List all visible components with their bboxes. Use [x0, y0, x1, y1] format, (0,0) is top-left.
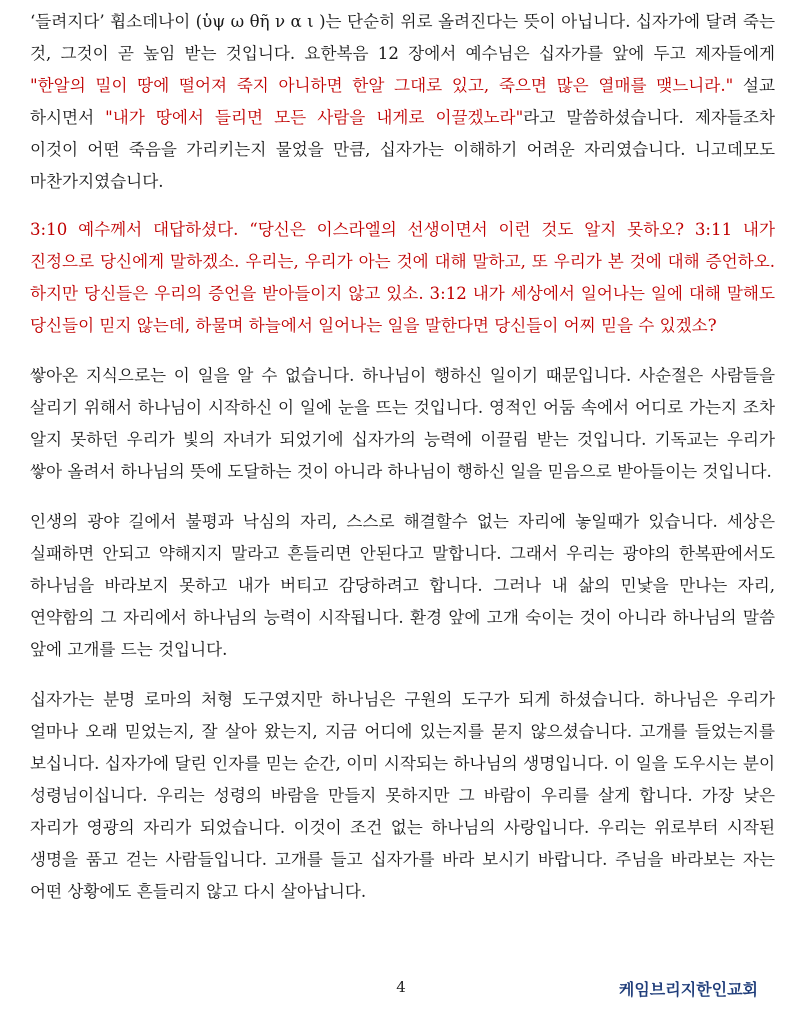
paragraph-1-end: 라고 말씀하셨습니다. 제자들조차 이것이 어떤 죽음을 가리키는지 물었을 만큼, 십자가는 이해하기 어려운 자리였습니다. 니고데모도 마찬가지였습니다.: [30, 108, 775, 191]
church-name: 케임브리지한인교회: [618, 980, 758, 999]
document-body: [30, 6, 775, 908]
paragraph-5: 십자가는 분명 로마의 처형 도구였지만 하나님은 구원의 도구가 되게 하셨습니다. 하나님은 우리가 얼마나 오래 믿었는지, 잘 살아 왔는지, 지금 어디에 있는지를 묻지 않으셨습니다. 고개를 들었는지를 보십니다. 십자가에 달린 인자를 믿는 순간, 이미 시작되는 하나님의 생명입니다. 이 일을 도우시는 분이 성령님이십니다. 우리는 성령의 바람을 만들지 못하지만 그 바람이 우리를 살게 합니다. 가장 낮은 자리가 영광의 자리가 되었습니다. 이것이 조건 없는 하나님의 사랑입니다. 우리는 위로부터 시작된 생명을 품고 걷는 사람들입니다. 고개를 들고 십자가를 바라 보시기 바랍니다. 주님을 바라보는 자는 어떤 상황에도 흔들리지 않고 다시 살아납니다.: [30, 690, 775, 901]
paragraph-1-intro: ‘들려지다’ 휩소데나이 (ὑψ ω θῆ ν α ι )는 단순히 위로 올려진다는 뜻이 아닙니다. 십자가에 달려 죽는 것, 그것이 곧 높임 받는 것입니다. 요한복음 12 장에서 예수님은 십자가를 앞에 두고 제자들에게: [30, 12, 775, 63]
paragraph-3: 쌓아온 지식으로는 이 일을 알 수 없습니다. 하나님이 행하신 일이기 때문입니다. 사순절은 사람들을 살리기 위해서 하나님이 시작하신 이 일에 눈을 뜨는 것입니다. 영적인 어둠 속에서 어디로 가는지 조차 알지 못하던 우리가 빛의 자녀가 되었기에 십자가의 능력에 이끌림 받는 것입니다. 기독교는 우리가 쌓아 올려서 하나님의 뜻에 도달하는 것이 아니라 하나님이 행하신 일을 믿음으로 받아들이는 것입니다.: [30, 366, 775, 481]
scripture-john-3-10-12: 3:10 예수께서 대답하셨다. “당신은 이스라엘의 선생이면서 이런 것도 알지 못하오? 3:11 내가 진정으로 당신에게 말하겠소. 우리는, 우리가 아는 것에 대해 말하고, 또 우리가 본 것에 대해 증언하오. 하지만 당신들은 우리의 증언을 받아들이지 않고 있소. 3:12 내가 세상에서 일어나는 일에 대해 말해도 당신들이 믿지 않는데, 하물며 하늘에서 일어나는 일을 말한다면 당신들이 어찌 믿을 수 있겠소?: [30, 220, 775, 335]
paragraph-1-middle: 설교 하시면서: [30, 76, 775, 127]
paragraph-1: [30, 6, 775, 198]
paragraph-4: 인생의 광야 길에서 불평과 낙심의 자리, 스스로 해결할수 없는 자리에 놓일때가 있습니다. 세상은 실패하면 안되고 약해지지 말라고 흔들리면 안된다고 말합니다. 그래서 우리는 광야의 한복판에서도 하나님을 바라보지 못하고 내가 버티고 감당하려고 합니다. 그러나 내 삶의 민낯을 만나는 자리, 연약함의 그 자리에서 하나님의 능력이 시작됩니다. 환경 앞에 고개 숙이는 것이 아니라 하나님의 말씀 앞에 고개를 드는 것입니다.: [30, 512, 775, 659]
quote-grain-of-wheat: "한알의 밀이 땅에 떨어져 죽지 아니하면 한알 그대로 있고, 죽으면 많은 열매를 맺느니라.": [30, 76, 734, 95]
page-number: 4: [396, 978, 406, 996]
quote-lifted-up: "내가 땅에서 들리면 모든 사람을 내게로 이끌겠노라": [105, 108, 524, 127]
